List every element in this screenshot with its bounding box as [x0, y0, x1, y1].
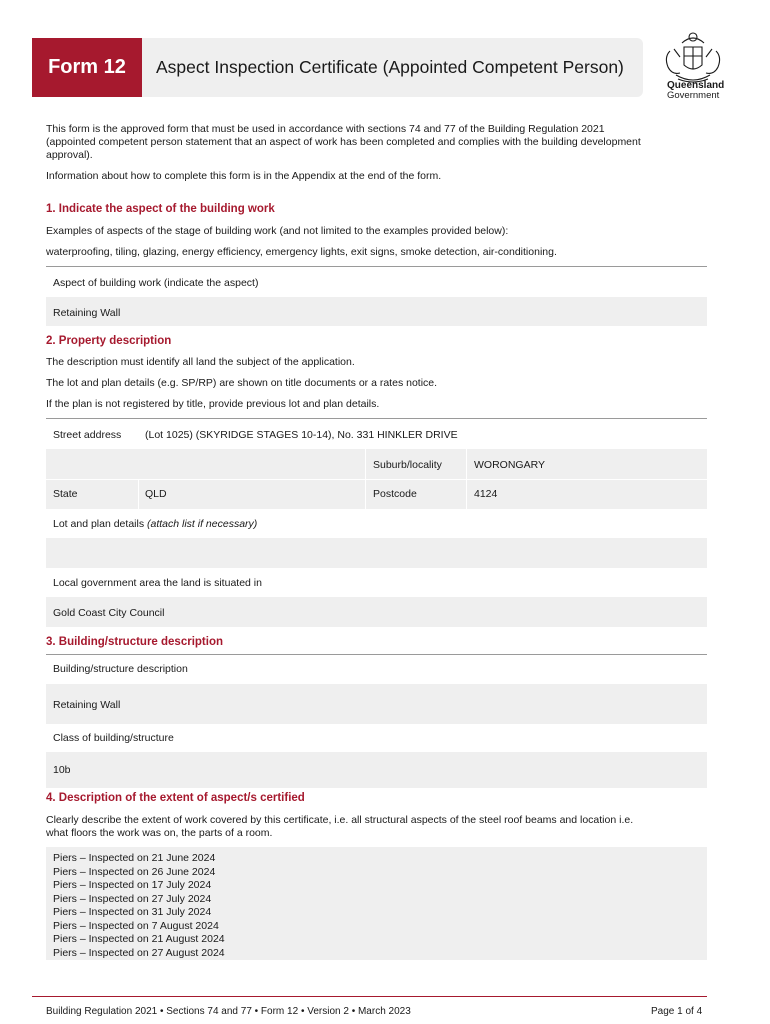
divider: [138, 479, 139, 509]
logo-wordmark-queensland: Queensland: [667, 80, 725, 91]
inspection-entry: Piers – Inspected on 31 July 2024: [53, 906, 212, 918]
footer-regulation-text: Building Regulation 2021 • Sections 74 and 77 • Form 12 • Version 2 • March 2023: [46, 1006, 411, 1017]
divider: [46, 266, 707, 267]
aspect-field-label: Aspect of building work (indicate the aspect): [53, 277, 259, 289]
form-number-badge: Form 12: [32, 38, 142, 97]
section-1-heading: 1. Indicate the aspect of the building work: [46, 203, 275, 215]
lga-value[interactable]: Gold Coast City Council: [53, 607, 165, 619]
aspect-field-value[interactable]: Retaining Wall: [53, 307, 121, 319]
section-2-text-1: The description must identify all land the subject of the application.: [46, 356, 355, 368]
footer-divider: [32, 996, 707, 997]
aspect-field[interactable]: [46, 297, 707, 326]
intro-appendix-note: Information about how to complete this form is in the Appendix at the end of the form.: [46, 170, 442, 182]
inspection-entry: Piers – Inspected on 7 August 2024: [53, 919, 219, 932]
lot-plan-field[interactable]: [46, 538, 707, 568]
lot-plan-label-note: (attach list if necessary): [147, 518, 258, 530]
section-2-heading: 2. Property description: [46, 335, 172, 347]
section-4-text-2: what floors the work was on, the parts of a room.: [46, 827, 273, 839]
inspection-entry: Piers – Inspected on 17 July 2024: [53, 879, 212, 891]
divider: [46, 418, 707, 419]
section-2-text-3: If the plan is not registered by title, provide previous lot and plan details.: [46, 398, 380, 410]
intro-line-2: (appointed competent person statement that an aspect of work has been completed and complies with the building development: [46, 136, 641, 148]
inspection-entry: Piers – Inspected on 21 August 2024: [53, 933, 225, 945]
section-4-text-1: Clearly describe the extent of work covered by this certificate, i.e. all structural aspects of the steel roof beams and location i.e.: [46, 814, 634, 826]
divider: [46, 654, 707, 655]
lot-plan-label-text: Lot and plan details: [53, 518, 145, 530]
inspection-entry: Piers – Inspected on 27 August 2024: [53, 946, 225, 959]
building-class-field[interactable]: [46, 752, 707, 788]
lot-plan-label: [53, 518, 257, 531]
divider: [46, 479, 707, 480]
postcode-label: Postcode: [373, 488, 417, 500]
suburb-label: Suburb/locality: [373, 459, 442, 471]
lga-label: Local government area the land is situated in: [53, 577, 262, 589]
structure-description-field[interactable]: [46, 684, 707, 724]
state-label: State: [53, 488, 78, 500]
section-1-text-2: waterproofing, tiling, glazing, energy efficiency, emergency lights, exit signs, smoke detection, air-conditioning.: [46, 246, 557, 258]
inspection-list[interactable]: [53, 852, 225, 960]
intro-line-3: approval).: [46, 149, 93, 161]
section-4-heading: 4. Description of the extent of aspect/s certified: [46, 792, 305, 804]
inspection-entry: Piers – Inspected on 27 July 2024: [53, 892, 212, 905]
inspection-entry: Piers – Inspected on 26 June 2024: [53, 865, 216, 878]
section-2-text-2: The lot and plan details (e.g. SP/RP) are shown on title documents or a rates notice.: [46, 377, 438, 389]
intro-line-1: This form is the approved form that must be used in accordance with sections 74 and 77 of the Building Regulation 2021: [46, 123, 605, 135]
structure-description-label: Building/structure description: [53, 663, 188, 675]
structure-description-value[interactable]: Retaining Wall: [53, 699, 121, 711]
section-1-text-1: Examples of aspects of the stage of building work (and not limited to the examples provided below):: [46, 225, 509, 237]
logo-wordmark-government: Government: [667, 90, 720, 101]
suburb-value[interactable]: WORONGARY: [474, 459, 545, 471]
street-address-label: Street address: [53, 429, 122, 441]
state-value[interactable]: QLD: [145, 488, 167, 500]
street-address-value[interactable]: (Lot 1025) (SKYRIDGE STAGES 10-14), No. 331 HINKLER DRIVE: [145, 429, 458, 441]
page-number: Page 1 of 4: [651, 1006, 703, 1017]
building-class-value[interactable]: 10b: [53, 764, 71, 776]
form-title: Aspect Inspection Certificate (Appointed Competent Person): [156, 57, 624, 77]
postcode-value[interactable]: 4124: [474, 488, 498, 500]
section-3-heading: 3. Building/structure description: [46, 636, 223, 648]
inspection-entry: Piers – Inspected on 21 June 2024: [53, 852, 216, 864]
building-class-label: Class of building/structure: [53, 732, 174, 744]
